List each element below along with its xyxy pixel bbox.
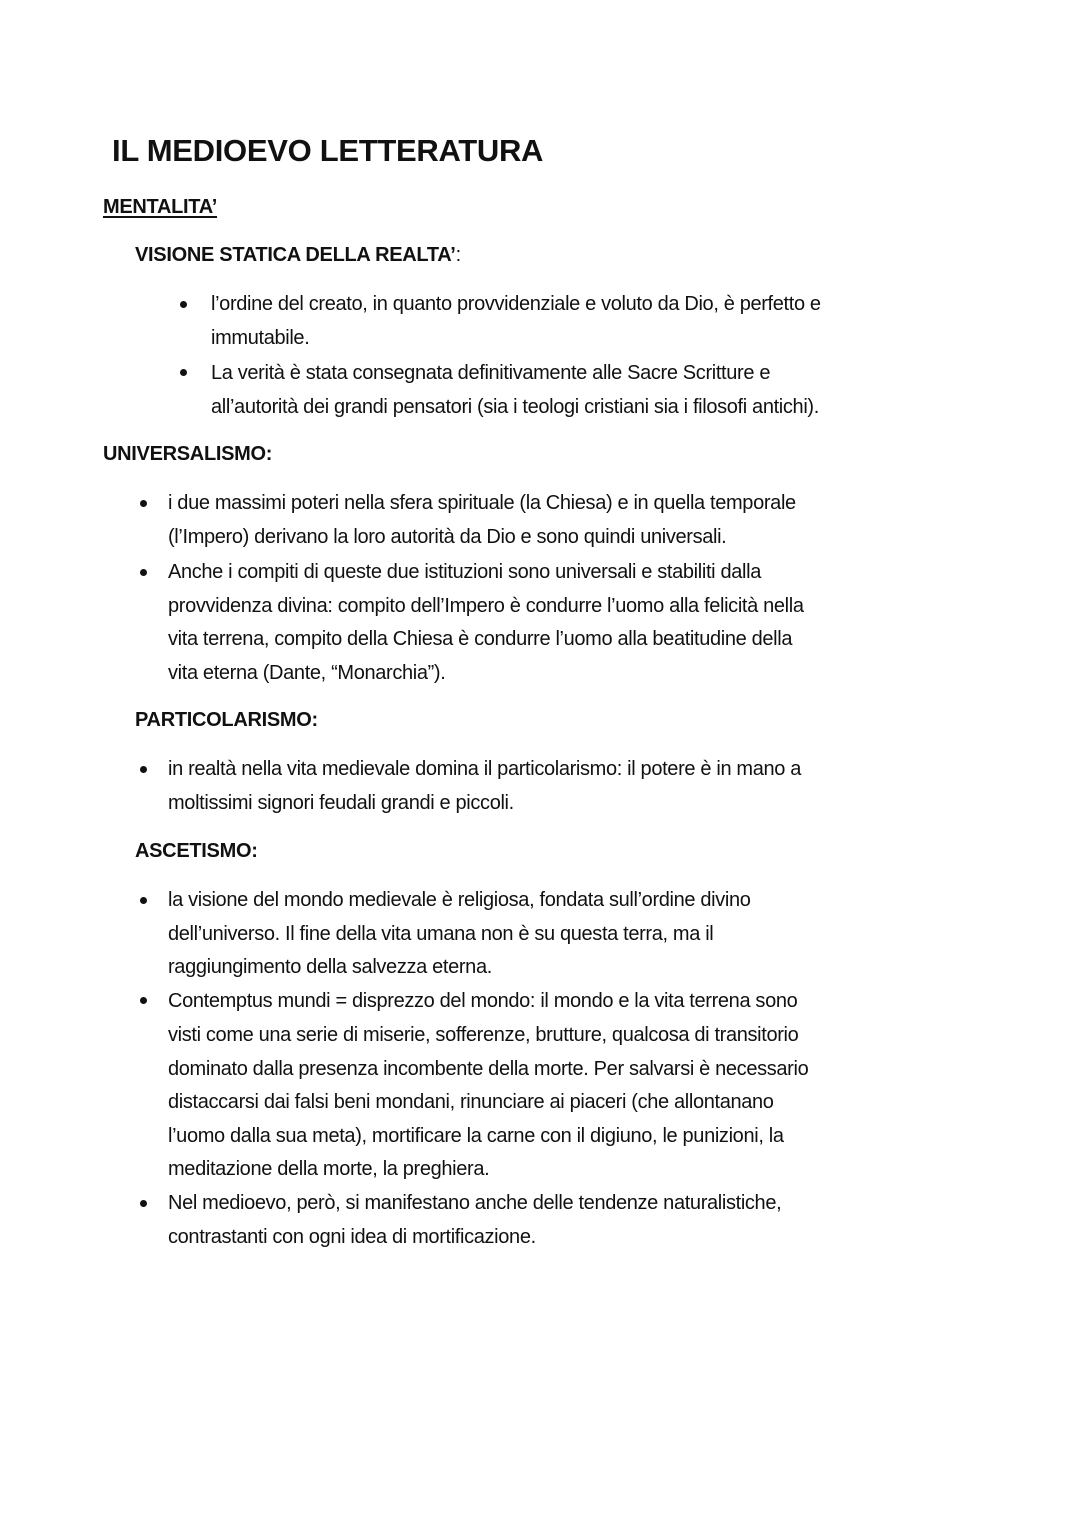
list-item-line: provvidenza divina: compito dell’Impero è condurre l’uomo alla felicità nella xyxy=(168,595,804,617)
document-title: IL MEDIOEVO LETTERATURA xyxy=(112,133,544,168)
bullet-icon xyxy=(180,369,187,376)
heading-visione-statica xyxy=(135,244,461,267)
list-item-line: vita eterna (Dante, “Monarchia”). xyxy=(168,662,446,684)
list-item-line: visti come una serie di miserie, sofferenze, brutture, qualcosa di transitorio xyxy=(168,1024,799,1046)
list-item-line: vita terrena, compito della Chiesa è condurre l’uomo alla beatitudine della xyxy=(168,628,793,650)
list-item-line: meditazione della morte, la preghiera. xyxy=(168,1158,490,1180)
bullet-icon xyxy=(140,569,147,576)
list-item-line: in realtà nella vita medievale domina il particolarismo: il potere è in mano a xyxy=(168,758,802,780)
list-item-line: Nel medioevo, però, si manifestano anche delle tendenze naturalistiche, xyxy=(168,1192,782,1214)
list-item-line: all’autorità dei grandi pensatori (sia i teologi cristiani sia i filosofi antichi). xyxy=(211,396,819,418)
heading-visione-statica-text: VISIONE STATICA DELLA REALTA’ xyxy=(135,244,456,266)
list-item-line: la visione del mondo medievale è religiosa, fondata sull’ordine divino xyxy=(168,889,751,911)
list-item-line: i due massimi poteri nella sfera spirituale (la Chiesa) e in quella temporale xyxy=(168,492,796,514)
list-item-line: dominato dalla presenza incombente della morte. Per salvarsi è necessario xyxy=(168,1058,809,1080)
list-item-line: Anche i compiti di queste due istituzioni sono universali e stabiliti dalla xyxy=(168,561,761,583)
list-item-line: raggiungimento della salvezza eterna. xyxy=(168,956,492,978)
bullet-icon xyxy=(140,500,147,507)
list-item-line: moltissimi signori feudali grandi e piccoli. xyxy=(168,792,514,814)
list-item-line: Contemptus mundi = disprezzo del mondo: il mondo e la vita terrena sono xyxy=(168,990,798,1012)
list-item-line: (l’Impero) derivano la loro autorità da Dio e sono quindi universali. xyxy=(168,526,727,548)
list-item-line: La verità è stata consegnata definitivamente alle Sacre Scritture e xyxy=(211,362,771,384)
heading-universalismo: UNIVERSALISMO: xyxy=(103,443,273,465)
bullet-icon xyxy=(140,1200,147,1207)
list-item-line: l’ordine del creato, in quanto provvidenziale e voluto da Dio, è perfetto e xyxy=(211,293,821,315)
list-item-line: dell’universo. Il fine della vita umana non è su questa terra, ma il xyxy=(168,923,714,945)
bullet-icon xyxy=(140,766,147,773)
heading-particolarismo: PARTICOLARISMO: xyxy=(135,709,318,731)
bullet-icon xyxy=(140,897,147,904)
heading-ascetismo: ASCETISMO: xyxy=(135,840,258,862)
list-item-line: l’uomo dalla sua meta), mortificare la carne con il digiuno, le punizioni, la xyxy=(168,1125,784,1147)
bullet-icon xyxy=(180,301,187,308)
list-item-line: distaccarsi dai falsi beni mondani, rinunciare ai piaceri (che allontanano xyxy=(168,1091,774,1113)
list-item-line: immutabile. xyxy=(211,327,310,349)
heading-mentalita: MENTALITA’ xyxy=(103,196,218,218)
heading-visione-statica-colon: : xyxy=(455,244,461,266)
bullet-icon xyxy=(140,997,147,1004)
list-item-line: contrastanti con ogni idea di mortificazione. xyxy=(168,1226,536,1248)
